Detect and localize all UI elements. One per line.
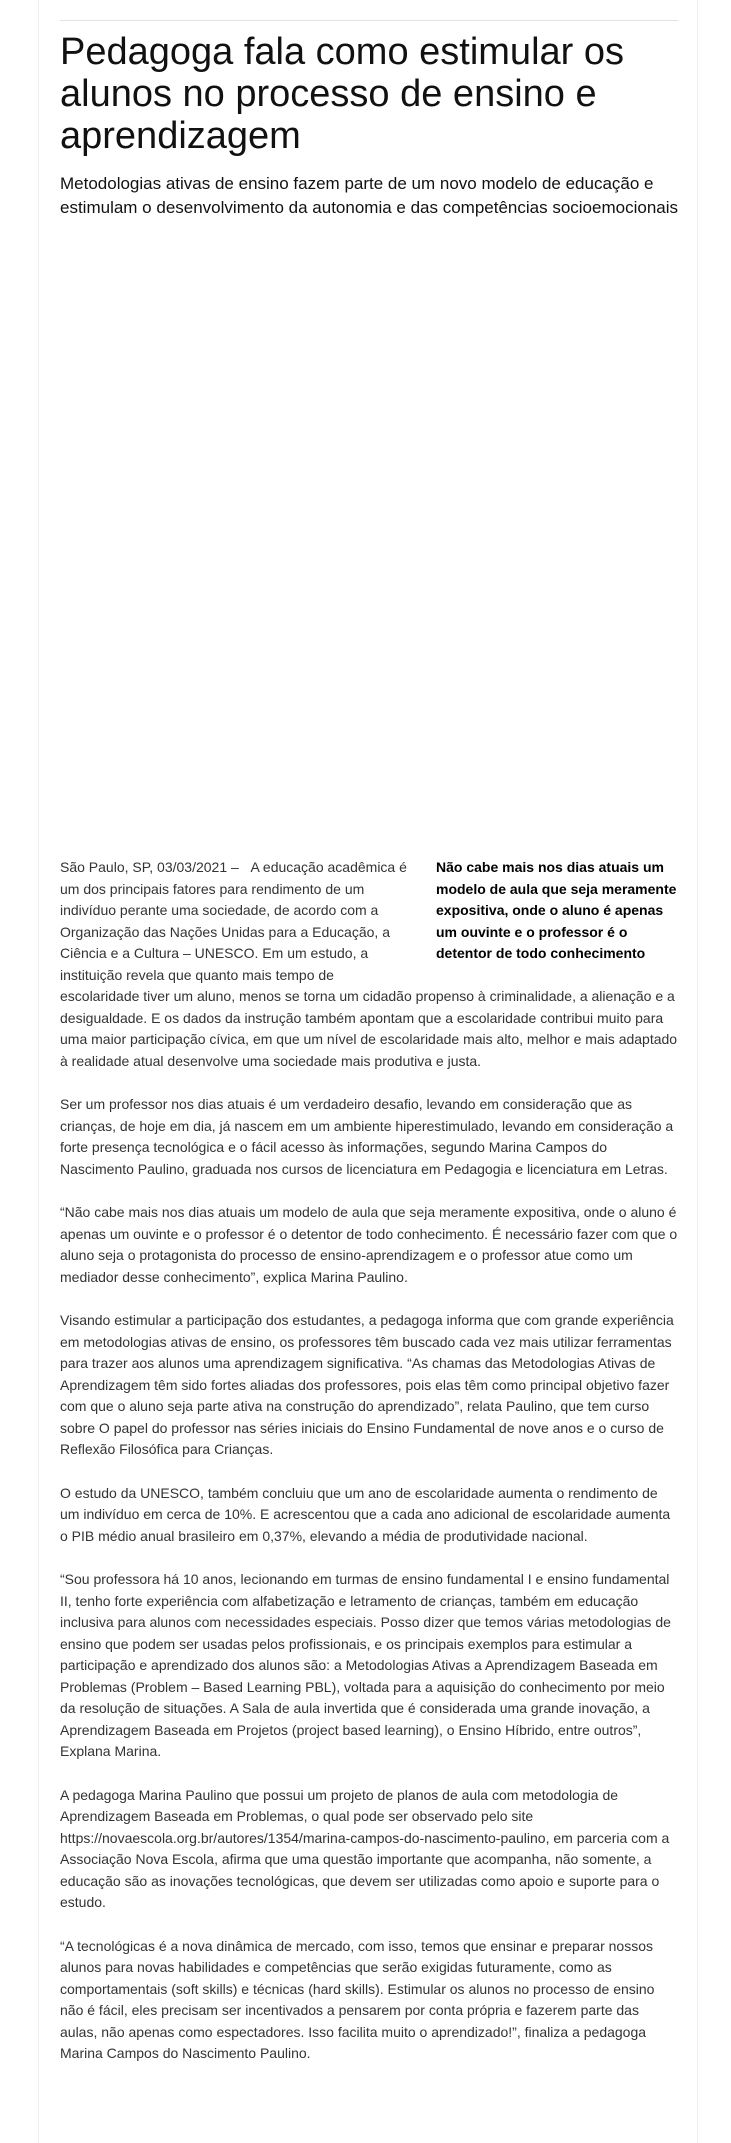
top-divider <box>60 20 678 21</box>
article-paragraph: Ser um professor nos dias atuais é um verdadeiro desafio, levando em consideração que as crianças, de hoje em dia, já nascem em um ambiente hiperestimulado, levando em consideração a forte presença tecnológica e o fácil acesso às informações, segundo Marina Campos do Nascimento Paulino, graduada nos cursos de licenciatura em Pedagogia e licenciatura em Letras. <box>60 1096 674 1177</box>
article-body <box>60 857 678 2087</box>
article-paragraph: O estudo da UNESCO, também concluiu que um ano de escolaridade aumenta o rendimento de um indivíduo em cerca de 10%. E acrescentou que a cada ano adicional de escolaridade aumenta o PIB médio anual brasileiro em 0,37%, elevando a média de produtividade nacional. <box>60 1484 671 1544</box>
article-paragraph: “A tecnológicas é a nova dinâmica de mercado, com isso, temos que ensinar e preparar nossos alunos para novas habilidades e competências que serão exigidas futuramente, como as comportamentais (soft skills) e técnicas (hard skills). Estimular os alunos no processo de ensino não é fácil, eles precisam ser incentivados a pensarem por conta própria e fazerem parte das aulas, não apenas como espectadores. Isso facilita muito o aprendizado!”, finaliza a pedagoga Marina Campos do Nascimento Paulino. <box>60 1937 655 2061</box>
media-placeholder <box>60 258 678 838</box>
article-page <box>38 0 698 2143</box>
article-paragraph: “Sou professora há 10 anos, lecionando em turmas de ensino fundamental I e ensino fundamental II, tenho forte experiência com alfabetização e letramento de crianças, também em educação inclusiva para alunos com necessidades especiais. Posso dizer que temos várias metodologias de ensino que podem ser usadas pelos profissionais, e os principais exemplos para estimular a participação e aprendizado dos alunos são: a Metodologias Ativas a Aprendizagem Baseada em Problemas (Problem – Based Learning PBL), voltada para a aquisição do conhecimento por meio da resolução de situações. A Sala de aula invertida que é considerada uma grande inovação, a Aprendizagem Baseada em Projetos (project based learning), o Ensino Híbrido, entre outros”, Explana Marina. <box>60 1571 671 1759</box>
article-paragraph <box>60 857 678 1072</box>
dateline: São Paulo, SP, 03/03/2021 – <box>60 859 239 875</box>
paragraph-text: A educação acadêmica é um dos principais fatores para rendimento de um indivíduo perante uma sociedade, de acordo com a Organização das Nações Unidas para a Educação, a Ciência e a Cultura – UNESCO. Em um estudo, a instituição revela que quanto mais tempo de escolaridade tiver um aluno, menos se torna um cidadão propenso à criminalidade, a alienação e a desigualdade. E os dados da instrução também apontam que a escolaridade contribui muito para uma maior participação cívica, em que um nível de escolaridade mais alto, melhor e mais adaptado à realidade atual desenvolve uma sociedade mais produtiva e justa. <box>60 859 678 1069</box>
pull-quote: Não cabe mais nos dias atuais um modelo de aula que seja meramente expositiva, onde o aluno é apenas um ouvinte e o professor é o detentor de todo conhecimento <box>436 859 677 961</box>
article-paragraph: Visando estimular a participação dos estudantes, a pedagoga informa que com grande experiência em metodologias ativas de ensino, os professores têm buscado cada vez mais utilizar ferramentas para trazer aos alunos uma aprendizagem significativa. “As chamas das Metodologias Ativas de Aprendizagem têm sido fortes aliadas dos professores, pois elas têm como principal objetivo fazer com que o aluno seja parte ativa na construção do aprendizado”, relata Paulino, que tem curso sobre O papel do professor nas séries iniciais do Ensino Fundamental de nove anos e o curso de Reflexão Filosófica para Crianças. <box>60 1312 674 1457</box>
article-paragraph: A pedagoga Marina Paulino que possui um projeto de planos de aula com metodologia de Aprendizagem Baseada em Problemas, o qual pode ser observado pelo site https://novaescola.org.br/autores/1354/marina-campos-do-nascimento-paulino, em parceria com a Associação Nova Escola, afirma que uma questão importante que acompanha, não somente, a educação são as inovações tecnológicas, que devem ser utilizadas como apoio e suporte para o estudo. <box>60 1786 670 1910</box>
article-headline: Pedagoga fala como estimular os alunos no processo de ensino e aprendizagem <box>60 31 624 157</box>
article-subheadline: Metodologias ativas de ensino fazem parte de um novo modelo de educação e estimulam o desenvolvimento da autonomia e das competências socioemocionais <box>60 174 679 217</box>
article-paragraph: “Não cabe mais nos dias atuais um modelo de aula que seja meramente expositiva, onde o aluno é apenas um ouvinte e o professor é o detentor de todo conhecimento. É necessário fazer com que o aluno seja o protagonista do processo de ensino-aprendizagem e o professor atue como um mediador desse conhecimento”, explica Marina Paulino. <box>60 1204 678 1285</box>
